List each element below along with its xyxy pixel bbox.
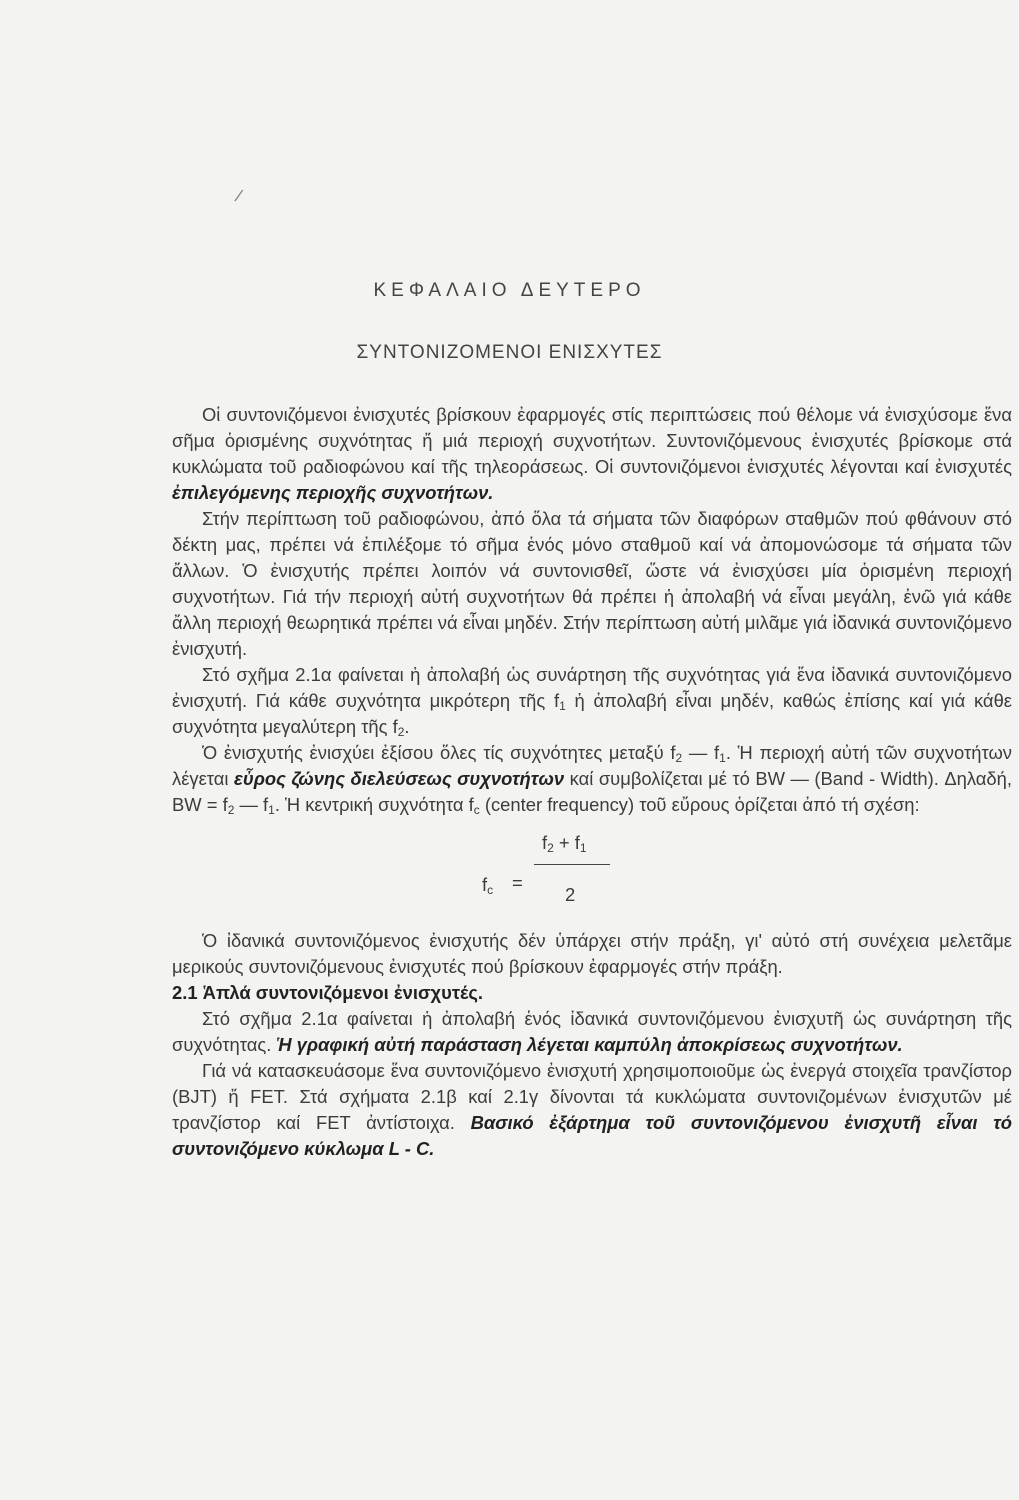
formula-num-symbol: f <box>542 832 548 853</box>
subscript: 1 <box>559 699 566 713</box>
subscript: 2 <box>547 841 554 855</box>
paragraph-4-text-f: . Ἡ κεντρική συχνότητα f <box>274 794 474 815</box>
paragraph-3 <box>172 662 1012 740</box>
center-frequency-formula <box>172 826 1012 922</box>
paragraph-1-emphasis: ἐπιλεγόμενης περιοχῆς συχνοτήτων. <box>172 482 494 503</box>
paragraph-4-text-b: — f <box>682 742 720 763</box>
chapter-heading: ΚΕΦΑΛΑΙΟ ΔΕΥΤΕΡΟ <box>373 280 646 301</box>
body-text <box>172 402 1012 1162</box>
section-heading-2-1: 2.1 Ἁπλά συντονιζόμενοι ἐνισχυτές. <box>172 982 483 1003</box>
subscript: 1 <box>719 751 726 765</box>
subscript: 1 <box>579 841 587 855</box>
paragraph-6-emphasis: Ἡ γραφική αὐτή παράσταση λέγεται καμπύλη ἀποκρίσεως συχνοτήτων. <box>276 1034 903 1055</box>
paragraph-4-text-g: (center frequency) τοῦ εὔρους ὁρίζεται ἀπό τή σχέση: <box>479 794 920 815</box>
paragraph-2: Στήν περίπτωση τοῦ ραδιοφώνου, ἀπό ὅλα τά σήματα τῶν διαφόρων σταθμῶν πού φθάνουν στό δέκτη μας, πρέπει νά ἐπιλέξομε τό σῆμα ἑνός μόνο σταθμοῦ καί νά ἀπομονώσομε τά σήματα τῶν ἄλλων. Ὁ ἐνισχυτής πρέπει λοιπόν νά συντονισθεῖ, ὥστε νά ἐνισχύσει μία ὁρισμένη περιοχή συχνοτήτων. Γιά τήν περιοχή αὐτή συχνοτήτων θά πρέπει ἡ ἀπολαβή νά εἶναι μεγάλη, ἐνῶ γιά κάθε ἄλλη περιοχή θεωρητικά πρέπει νά εἶναι μηδέν. Στήν περίπτωση αὐτή μιλᾶμε γιά ἰδανικά συντονιζόμενο ἐνισχυτή. <box>172 508 1012 659</box>
subscript: 2 <box>397 725 405 739</box>
paragraph-4 <box>172 740 1012 818</box>
stray-mark: / <box>232 185 245 207</box>
paragraph-1 <box>172 402 1012 506</box>
paragraph-3-text-a: Στό σχῆμα 2.1α φαίνεται ἡ ἀπολαβή ὡς συνάρτηση τῆς συχνότητας γιά ἕνα ἰδανικά συντονιζόμενο ἐνισχυτή. Γιά κάθε συχνότητα μικρότερη τῆς f <box>172 664 1012 711</box>
paragraph-4-text-e: — f <box>234 794 269 815</box>
paragraph-4-text-d: καί συμβολίζεται μέ τό BW — (Band - Width). Δηλαδή, BW = f <box>172 768 1012 815</box>
paragraph-4-text-c: . Ἡ περιοχή αὐτή τῶν συχνοτήτων λέγεται <box>172 742 1013 789</box>
subscript: c <box>473 803 480 817</box>
subscript: 2 <box>227 803 235 817</box>
paragraph-4-emphasis: εὖρος ζώνης διελεύσεως συχνοτήτων <box>234 768 565 789</box>
paragraph-7-text: Γιά νά κατασκευάσομε ἕνα συντονιζόμενο ἐνισχυτή χρησιμοποιοῦμε ὡς ἐνεργά στοιχεῖα τρανζίστορ (BJT) ἤ FET. Στά σχήματα 2.1β καί 2.1γ δίνονται τά κυκλώματα συντονιζομένων ἐνισχυτῶν μέ τρανζίστορ καί FET ἀντίστοιχα. <box>172 1060 1012 1133</box>
subscript: 2 <box>675 751 683 765</box>
formula-equals: = <box>512 872 523 893</box>
paragraph-6-text: Στό σχῆμα 2.1α φαίνεται ἡ ἀπολαβή ἑνός ἰδανικά συντονιζόμενου ἐνισχυτῆ ὡς συνάρτηση τῆς συχνότητας. <box>172 1008 1012 1055</box>
paragraph-5: Ὁ ἰδανικά συντονιζόμενος ἐνισχυτής δέν ὑπάρχει στήν πράξη, γι' αὐτό στή συνέχεια μελετᾶμε μερικούς συντονιζόμενους ἐνισχυτές πού βρίσκουν ἐφαρμογές στήν πράξη. <box>172 930 1012 977</box>
formula-lhs-symbol: f <box>482 874 488 895</box>
paragraph-3-text-b: ἡ ἀπολαβή εἶναι μηδέν, καθώς ἐπίσης καί γιά κάθε συχνότητα μεγαλύτερη τῆς f <box>172 690 1012 737</box>
subscript: c <box>487 883 494 897</box>
paragraph-7-emphasis: Βασικό ἐξάρτημα τοῦ συντονιζόμενου ἐνισχυτῆ εἶναι τό συντονιζόμενο κύκλωμα L - C. <box>172 1112 1012 1159</box>
formula-lhs <box>482 872 493 898</box>
paragraph-1-text: Οἱ συντονιζόμενοι ἐνισχυτές βρίσκουν ἐφαρμογές στίς περιπτώσεις πού θέλομε νά ἐνισχύσομε ἕνα σῆμα ὁρισμένης συχνότητας ἤ μιά περιοχή συχνοτήτων. Συντονιζόμενους ἐνισχυτές βρίσκομε στά κυκλώματα τοῦ ραδιοφώνου καί τῆς τηλεοράσεως. Οἱ συντονιζόμενοι ἐνισχυτές λέγονται καί ἐνισχυτές <box>172 404 1012 477</box>
paragraph-6 <box>172 1006 1012 1058</box>
chapter-title: ΣΥΝΤΟΝΙΖΟΜΕΝΟΙ ΕΝΙΣΧΥΤΕΣ <box>356 342 663 363</box>
formula-denominator: 2 <box>565 884 576 905</box>
subscript: 1 <box>268 803 275 817</box>
formula-numerator <box>542 830 587 856</box>
paragraph-7 <box>172 1058 1012 1162</box>
paragraph-3-text-c: . <box>404 716 410 737</box>
formula-num-op: + f <box>553 832 580 853</box>
fraction-bar <box>534 864 610 865</box>
paragraph-4-text-a: Ὁ ἐνισχυτής ἐνισχύει ἐξίσου ὅλες τίς συχνότητες μεταξύ f <box>202 742 676 763</box>
